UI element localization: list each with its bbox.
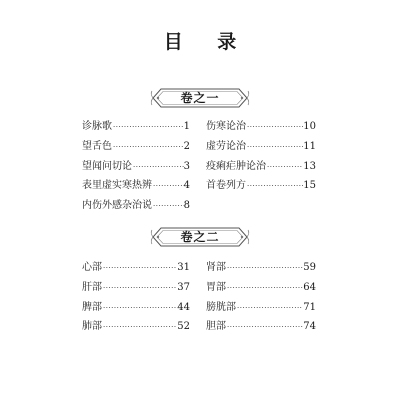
toc-entry-title: 虚劳论治 [206,141,246,152]
toc-leader [246,140,303,154]
toc-entry-title: 疫痢疟肿论治 [206,161,266,172]
toc-leader [152,179,184,193]
toc-leader [246,120,303,134]
toc-entry-title: 肺部 [82,321,102,332]
section-banner-2 [149,226,251,248]
toc-entry-page: 15 [303,180,316,191]
toc-entry[interactable] [206,179,316,193]
toc-entry[interactable] [206,320,316,334]
toc-entry-title: 内伤外感杂治说 [82,200,152,211]
toc-entry-page: 37 [177,282,190,293]
toc-entry[interactable] [82,160,190,174]
toc-leader [102,301,177,315]
toc-entry[interactable] [82,261,190,275]
toc-entry-title: 膀胱部 [206,302,236,313]
toc-entry-title: 望闻问切论 [82,161,132,172]
toc-leader [102,320,177,334]
toc-entry[interactable] [206,160,316,174]
toc-entry-page: 64 [303,282,316,293]
toc-entry-title: 肾部 [206,262,226,273]
section-label: 卷之二 [180,230,220,244]
toc-entry-title: 望舌色 [82,141,112,152]
toc-leader [152,199,184,213]
toc-leader [236,301,303,315]
toc-leader [112,120,184,134]
toc-entry-title: 首卷列方 [206,180,246,191]
toc-entry-page: 31 [177,262,190,273]
toc-entry-page: 2 [183,141,190,152]
toc-entry[interactable] [82,301,190,315]
toc-entry[interactable] [82,281,190,295]
section-banner-1 [149,87,251,109]
toc-entry-title: 表里虚实寒热辨 [82,180,152,191]
toc-entry-page: 71 [303,302,316,313]
section-label: 卷之一 [180,91,220,105]
toc-entry-title: 肝部 [82,282,102,293]
toc-entry[interactable] [206,120,316,134]
toc-entry[interactable] [82,320,190,334]
toc-leader [226,281,303,295]
toc-entry[interactable] [82,199,190,213]
toc-entry-page: 1 [183,121,190,132]
toc-entry-page: 3 [183,161,190,172]
toc-entry[interactable] [206,281,316,295]
toc-leader [132,160,184,174]
toc-entry[interactable] [206,301,316,315]
toc-entry[interactable] [206,140,316,154]
toc-entry[interactable] [82,120,190,134]
toc-entry[interactable] [82,140,190,154]
page-title: 目 录 [163,31,251,53]
toc-entry-title: 脾部 [82,302,102,313]
toc-leader [102,281,177,295]
toc-leader [102,261,177,275]
toc-entry[interactable] [82,179,190,193]
toc-entry-page: 44 [177,302,190,313]
toc-entry-page: 10 [303,121,316,132]
toc-leader [266,160,303,174]
toc-leader [226,320,303,334]
toc-entry-page: 4 [183,180,190,191]
toc-entry-title: 伤寒论治 [206,121,246,132]
toc-entry-page: 74 [303,321,316,332]
toc-leader [226,261,303,275]
toc-entry[interactable] [206,261,316,275]
toc-entry-page: 52 [177,321,190,332]
toc-entry-title: 诊脉歌 [82,121,112,132]
toc-entry-title: 胃部 [206,282,226,293]
toc-entry-page: 8 [183,200,190,211]
toc-entry-title: 胆部 [206,321,226,332]
toc-leader [112,140,184,154]
toc-entry-page: 59 [303,262,316,273]
toc-entry-page: 11 [303,141,316,152]
toc-leader [246,179,303,193]
toc-entry-title: 心部 [82,262,102,273]
toc-entry-page: 13 [303,161,316,172]
